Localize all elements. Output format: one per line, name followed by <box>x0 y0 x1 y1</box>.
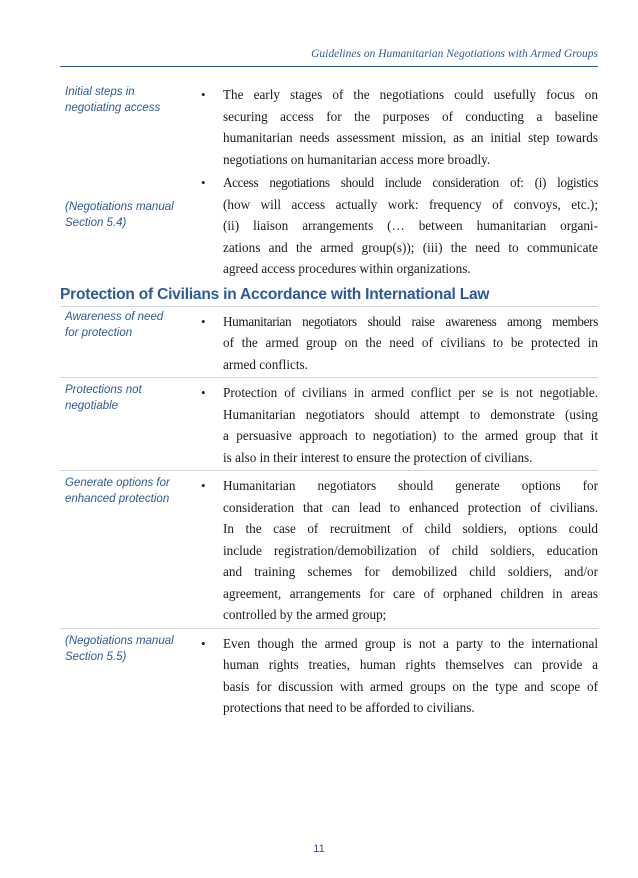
bullet-dot: • <box>201 87 206 102</box>
bullet-item: • Even though the armed group is not a party to the international human rights treaties, human rights themselves can provide a basis for discussion with armed groups on the type and scope of protections that need to be afforded to civilians. <box>60 633 598 719</box>
side-note: (Negotiations manual Section 5.4) <box>65 201 174 229</box>
bullet-dot: • <box>201 478 206 493</box>
protection-block-human-rights <box>60 628 598 719</box>
protection-block-awareness <box>60 306 598 376</box>
bullet-dot: • <box>201 385 206 400</box>
section-heading: Protection of Civilians in Accordance with International Law <box>60 285 490 303</box>
protection-block-generate-options <box>60 470 598 626</box>
header-rule <box>60 66 598 67</box>
bullet-dot: • <box>201 635 206 651</box>
bullet-item: • Humanitarian negotiators should generate options for consideration that can lead to enhanced protection of civilians. In the case of recruitment of child soldiers, options could include registration/demobilization of child soldiers, education and training schemes for demobilized child soldiers, and/or agreement, arrangements for care of orphaned children in areas controlled by the armed group; <box>60 475 598 626</box>
side-note: Initial steps in negotiating access <box>65 86 161 114</box>
bullet-item: • Access negotiations should include consideration of: (i) logistics (how will access actually work: frequency of convoys, etc.); (ii) liaison arrangements (… between humanitarian organi- zations and the armed group(s)); (iii) the need to communicate agreed access procedures within organizations. <box>60 172 598 280</box>
running-header: Guidelines on Humanitarian Negotiations with Armed Groups <box>311 48 598 60</box>
bullet-dot: • <box>201 175 206 190</box>
bullet-dot: • <box>201 313 206 329</box>
side-note: (Negotiations manual Section 5.5) <box>65 634 174 663</box>
page-number: 11 <box>313 843 325 855</box>
bullet-item: • Humanitarian negotiators should raise awareness among members of the armed group on the need of civilians to be protected in armed conflicts. <box>60 311 598 376</box>
page-content <box>60 84 598 721</box>
access-block-considerations <box>60 172 598 280</box>
side-note: Generate options for enhanced protection <box>65 477 170 505</box>
bullet-item: • The early stages of the negotiations could usefully focus on securing access for the purposes of conducting a baseline humanitarian needs assessment mission, as an initial step towards negotiations on humanitarian access more broadly. <box>60 84 598 170</box>
side-note: Protections not negotiable <box>65 384 142 412</box>
protection-block-not-negotiable <box>60 377 598 468</box>
bullet-item: • Protection of civilians in armed conflict per se is not negotiable. Humanitarian negotiators should attempt to demonstrate (using a persuasive approach to negotiation) to the armed group that it is also in their interest to ensure the protection of civilians. <box>60 382 598 468</box>
access-block-initial-steps <box>60 84 598 170</box>
side-note: Awareness of need for protection <box>65 310 164 339</box>
